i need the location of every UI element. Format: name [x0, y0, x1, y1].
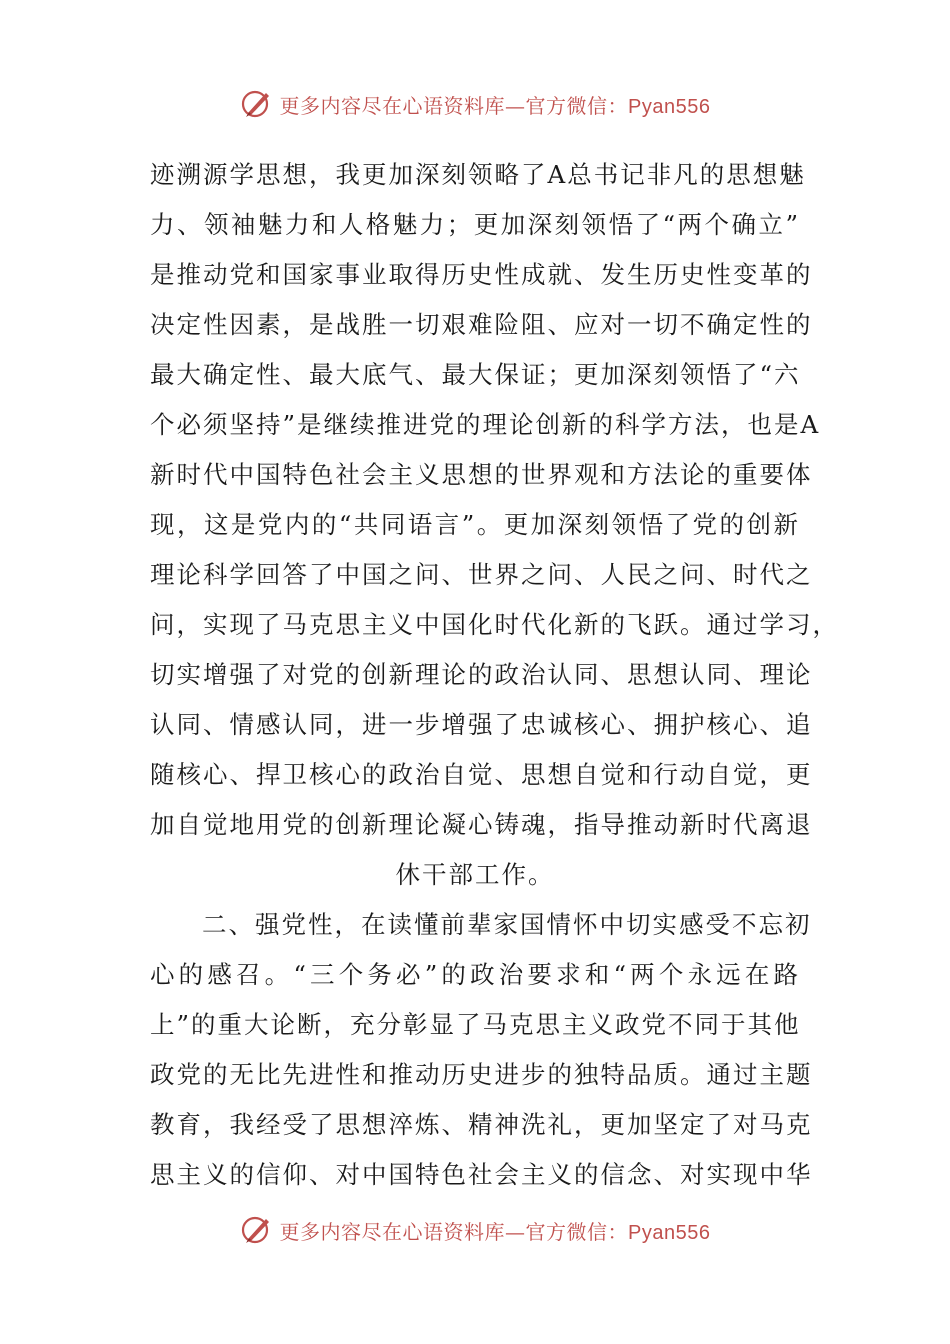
body-line: 思主义的信仰、对中国特色社会主义的信念、对实现中华: [150, 1160, 813, 1189]
body-line: 最大确定性、最大底气、最大保证；更加深刻领悟了“六: [150, 360, 801, 389]
body-line: 力、领袖魅力和人格魅力；更加深刻领悟了“两个确立”: [150, 210, 800, 239]
section-heading-line: 二、强党性，在读懂前辈家国情怀中切实感受不忘初: [202, 910, 812, 939]
body-line: 教育，我经受了思想淬炼、精神洗礼，更加坚定了对马克: [150, 1110, 813, 1139]
body-line: 问，实现了马克思主义中国化时代化新的飞跃。通过学习，: [150, 610, 839, 639]
body-line: 现，这是党内的“共同语言”。更加深刻领悟了党的创新: [150, 510, 800, 539]
pen-logo-icon: [240, 1213, 274, 1247]
header-banner: [0, 82, 950, 126]
body-line: 决定性因素，是战胜一切艰难险阻、应对一切不确定性的: [150, 310, 813, 339]
body-line: 政党的无比先进性和推动历史进步的独特品质。通过主题: [150, 1060, 813, 1089]
pen-logo-icon: [240, 87, 274, 121]
body-line: 加自觉地用党的创新理论凝心铸魂，指导推动新时代离退: [150, 810, 813, 839]
body-line: 休干部工作。: [395, 860, 555, 889]
footer-banner-text: 更多内容尽在心语资料库—官方微信：Pyan556: [279, 1219, 711, 1244]
body-line: 理论科学回答了中国之问、世界之问、人民之问、时代之: [150, 560, 813, 589]
document-body: [150, 150, 839, 1200]
body-line: 迹溯源学思想，我更加深刻领略了A总书记非凡的思想魅: [150, 160, 806, 189]
footer-banner: [0, 1208, 950, 1252]
body-line: 随核心、捍卫核心的政治自觉、思想自觉和行动自觉，更: [150, 760, 813, 789]
body-line: 上”的重大论断，充分彰显了马克思主义政党不同于其他: [150, 1010, 801, 1039]
header-banner-text: 更多内容尽在心语资料库—官方微信：Pyan556: [279, 93, 711, 118]
body-line: 认同、情感认同，进一步增强了忠诚核心、拥护核心、追: [150, 710, 813, 739]
body-line: 切实增强了对党的创新理论的政治认同、思想认同、理论: [150, 660, 813, 689]
body-line: 新时代中国特色社会主义思想的世界观和方法论的重要体: [150, 460, 813, 489]
body-line: 心的感召。“三个务必”的政治要求和“两个永远在路: [150, 960, 800, 989]
body-line: 个必须坚持”是继续推进党的理论创新的科学方法，也是A: [150, 410, 821, 439]
body-line: 是推动党和国家事业取得历史性成就、发生历史性变革的: [150, 260, 813, 289]
